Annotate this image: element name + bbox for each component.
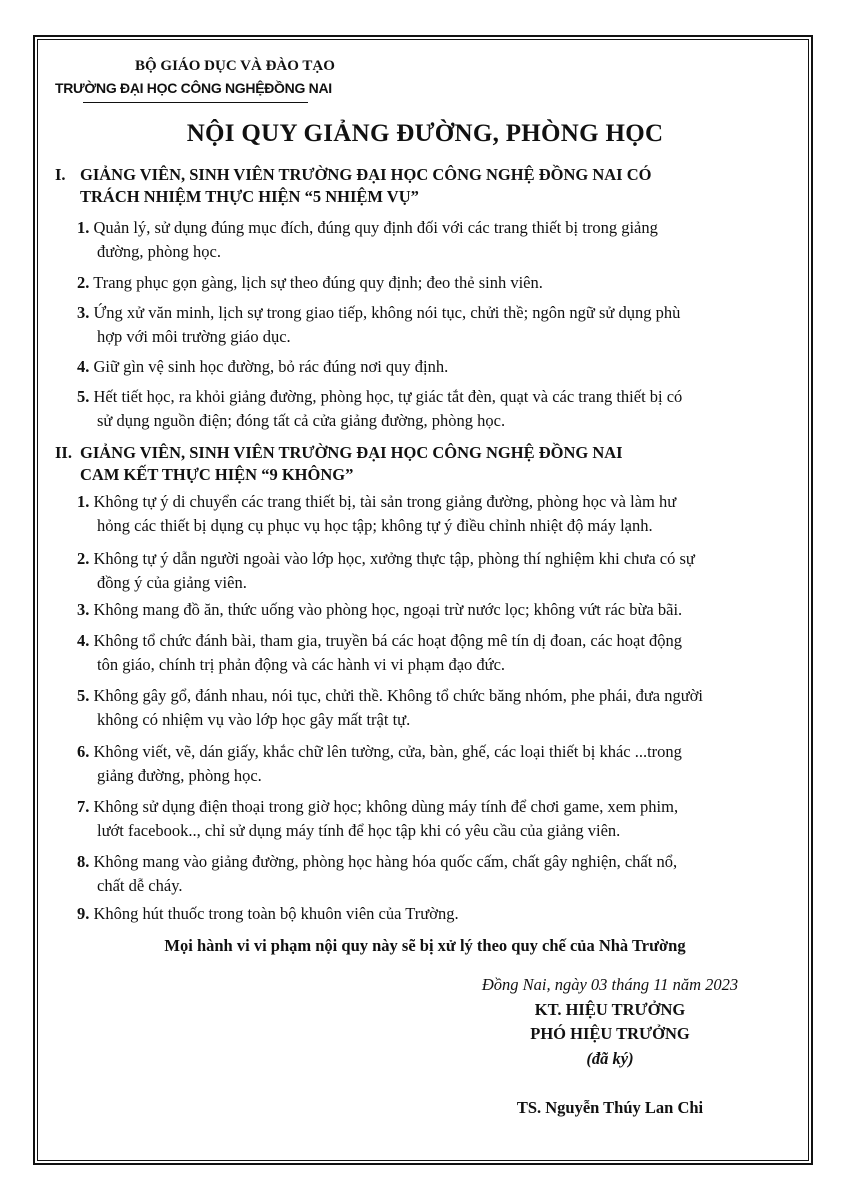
section-2-heading-line1: GIẢNG VIÊN, SINH VIÊN TRƯỜNG ĐẠI HỌC CÔNG NGHỆ ĐỒNG NAI	[80, 443, 623, 462]
ministry-name: BỘ GIÁO DỤC VÀ ĐÀO TẠO	[135, 58, 335, 74]
section-1-item-2: 2. Trang phục gọn gàng, lịch sự theo đúng quy định; đeo thẻ sinh viên.	[77, 273, 543, 292]
signed-note: (đã ký)	[586, 1049, 634, 1068]
section-1-number: I.	[55, 165, 66, 184]
section-1-heading-line2: TRÁCH NHIỆM THỰC HIỆN “5 NHIỆM VỤ”	[80, 187, 419, 206]
section-2-item-1: 1. Không tự ý di chuyển các trang thiết bị, tài sản trong giảng đường, phòng học và làm hư hỏng các thiết bị dụng cụ phục vụ học tập; không tự ý điều chỉnh nhiệt độ máy lạnh.	[77, 492, 677, 535]
section-1-heading-line1: GIẢNG VIÊN, SINH VIÊN TRƯỜNG ĐẠI HỌC CÔNG NGHỆ ĐỒNG NAI CÓ	[80, 165, 652, 184]
closing-statement: Mọi hành vi vi phạm nội quy này sẽ bị xử lý theo quy chế của Nhà Trường	[164, 936, 686, 955]
page-title: NỘI QUY GIẢNG ĐƯỜNG, PHÒNG HỌC	[186, 120, 664, 147]
section-2-item-3: 3. Không mang đồ ăn, thức uống vào phòng học, ngoại trừ nước lọc; không vứt rác bừa bãi.	[77, 600, 683, 619]
school-underline	[83, 102, 308, 103]
signer-name: TS. Nguyễn Thúy Lan Chi	[516, 1098, 704, 1117]
section-2-item-5: 5. Không gây gổ, đánh nhau, nói tục, chửi thề. Không tổ chức băng nhóm, phe phái, đưa người không có nhiệm vụ vào lớp học gây mất trật tự.	[77, 686, 704, 729]
section-2-item-6: 6. Không viết, vẽ, dán giấy, khắc chữ lên tường, cửa, bàn, ghế, các loại thiết bị khác ...trong giảng đường, phòng học.	[77, 742, 682, 785]
section-1-heading	[55, 164, 795, 208]
section-2-heading-line2: CAM KẾT THỰC HIỆN “9 KHÔNG”	[80, 465, 354, 484]
signer-title-2: PHÓ HIỆU TRƯỞNG	[530, 1024, 690, 1043]
section-1-item-3: 3. Ứng xử văn minh, lịch sự trong giao tiếp, không nói tục, chửi thề; ngôn ngữ sử dụng phù hợp với môi trường giáo dục.	[77, 303, 681, 346]
section-1-item-4: 4. Giữ gìn vệ sinh học đường, bỏ rác đúng nơi quy định.	[77, 357, 449, 376]
place-date: Đồng Nai, ngày 03 tháng 11 năm 2023	[481, 975, 739, 994]
section-2-item-4: 4. Không tổ chức đánh bài, tham gia, truyền bá các hoạt động mê tín dị đoan, các hoạt động tôn giáo, chính trị phản động và các hành vi vi phạm đạo đức.	[77, 631, 683, 674]
section-2-item-8: 8. Không mang vào giảng đường, phòng học hàng hóa quốc cấm, chất gây nghiện, chất nổ, chất dễ cháy.	[77, 852, 678, 895]
school-name: TRƯỜNG ĐẠI HỌC CÔNG NGHỆĐỒNG NAI	[55, 80, 332, 96]
section-2-number: II.	[55, 443, 72, 462]
section-2-item-9: 9. Không hút thuốc trong toàn bộ khuôn viên của Trường.	[77, 904, 459, 923]
section-2-item-2: 2. Không tự ý dẫn người ngoài vào lớp học, xưởng thực tập, phòng thí nghiệm khi chưa có sự đồng ý của giảng viên.	[77, 549, 695, 592]
section-1-item-5: 5. Hết tiết học, ra khỏi giảng đường, phòng học, tự giác tắt đèn, quạt và các trang thiết bị có sử dụng nguồn điện; đóng tất cả cửa giảng đường, phòng học.	[77, 387, 683, 430]
section-2-heading	[55, 442, 795, 486]
section-1-item-1: 1. Quản lý, sử dụng đúng mục đích, đúng quy định đối với các trang thiết bị trong giảng đường, phòng học.	[77, 218, 658, 261]
signer-title-1: KT. HIỆU TRƯỞNG	[534, 1000, 686, 1019]
section-2-item-7: 7. Không sử dụng điện thoại trong giờ học; không dùng máy tính để chơi game, xem phim, lướt facebook.., chỉ sử dụng máy tính để học tập khi có yêu cầu của giảng viên.	[77, 797, 679, 840]
